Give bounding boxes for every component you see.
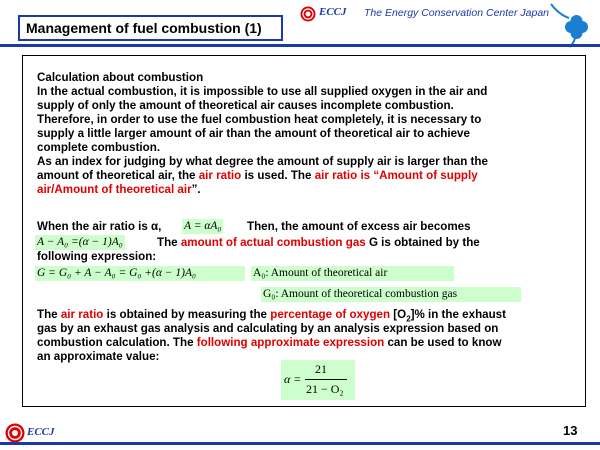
clover-icon: [549, 2, 591, 48]
fraction-denominator: 21 − O₂: [306, 382, 344, 396]
paragraph-line: As an index for judging by what degree the amount of supply air is larger than the: [37, 155, 488, 168]
text-run: is used. The: [241, 169, 315, 182]
text-run: G is obtained by the: [365, 236, 480, 249]
paragraph-line: an approximate value:: [37, 350, 160, 363]
footer-divider: [0, 442, 600, 445]
oxygen-air-ratio-formula: [281, 360, 355, 400]
text-run: ]% in the exhaust: [410, 308, 506, 321]
air-ratio-term: air ratio: [198, 169, 242, 182]
excess-air-intro: When the air ratio is α,: [37, 220, 162, 233]
fraction-numerator: 21: [315, 362, 327, 376]
organization-name: The Energy Conservation Center Japan: [364, 7, 550, 19]
subscript: 2: [406, 314, 411, 324]
paragraph-line: gas by an exhaust gas analysis and calculating by an analysis expression based on: [37, 322, 499, 335]
section-heading: Calculation about combustion: [37, 71, 204, 84]
excess-air-formula: A − A₀ =(α − 1)A₀: [37, 236, 123, 248]
air-ratio-definition: air/Amount of theoretical air: [37, 183, 192, 196]
eccj-logo-icon: [300, 6, 316, 22]
combustion-gas-term: amount of actual combustion gas: [180, 236, 366, 249]
text-run: The: [37, 308, 61, 321]
text-run: can be used to know: [384, 336, 502, 349]
header-divider: [0, 44, 600, 47]
paragraph-line: In the actual combustion, it is impossible to use all supplied oxygen in the air and: [37, 85, 488, 98]
paragraph-line: [37, 336, 502, 350]
text-run: ”.: [191, 183, 201, 196]
slide-title: Management of fuel combustion (1): [18, 15, 283, 41]
text-run: combustion calculation. The: [37, 336, 197, 349]
air-ratio-formula: A = αA₀: [184, 220, 222, 232]
text-run: [O: [390, 308, 407, 321]
eccj-logo-icon: [5, 423, 25, 443]
paragraph-line: supply a little larger amount of air than the amount of theoretical air to achieve: [37, 127, 470, 140]
air-ratio-term: air ratio: [314, 169, 358, 182]
theoretical-gas-definition: G₀: Amount of theoretical combustion gas: [261, 287, 521, 302]
paragraph-line: supply of only the amount of theoretical air causes incomplete combustion.: [37, 99, 454, 112]
text-run: is obtained by measuring the: [103, 308, 271, 321]
combustion-gas-text-end: following expression:: [37, 250, 157, 263]
paragraph-line: [37, 183, 201, 197]
excess-air-text: Then, the amount of excess air becomes: [247, 220, 471, 233]
text-run: The: [157, 236, 181, 249]
header-logo-text: ECCJ: [319, 6, 347, 18]
theoretical-air-definition: A₀: Amount of theoretical air: [251, 266, 454, 281]
paragraph-line: [37, 169, 478, 183]
footer-logo-text: ECCJ: [27, 426, 55, 438]
combustion-gas-formula: G = G₀ + A − A₀ = G₀ +(α − 1)A₀: [35, 266, 245, 281]
approximate-expression-term: following approximate expression: [196, 336, 385, 349]
text-run: amount of theoretical air, the: [37, 169, 199, 182]
paragraph-line: Therefore, in order to use the fuel combustion heat completely, it is necessary to: [37, 113, 482, 126]
combustion-gas-text: [157, 236, 480, 250]
air-ratio-term: air ratio: [60, 308, 104, 321]
oxygen-percentage-term: percentage of oxygen: [270, 308, 391, 321]
alpha-symbol: α =: [284, 372, 302, 386]
paragraph-line: complete combustion.: [37, 141, 161, 154]
fraction-bar: [305, 379, 347, 380]
page-number: 13: [563, 423, 578, 438]
air-ratio-definition: is “Amount of supply: [357, 169, 478, 182]
